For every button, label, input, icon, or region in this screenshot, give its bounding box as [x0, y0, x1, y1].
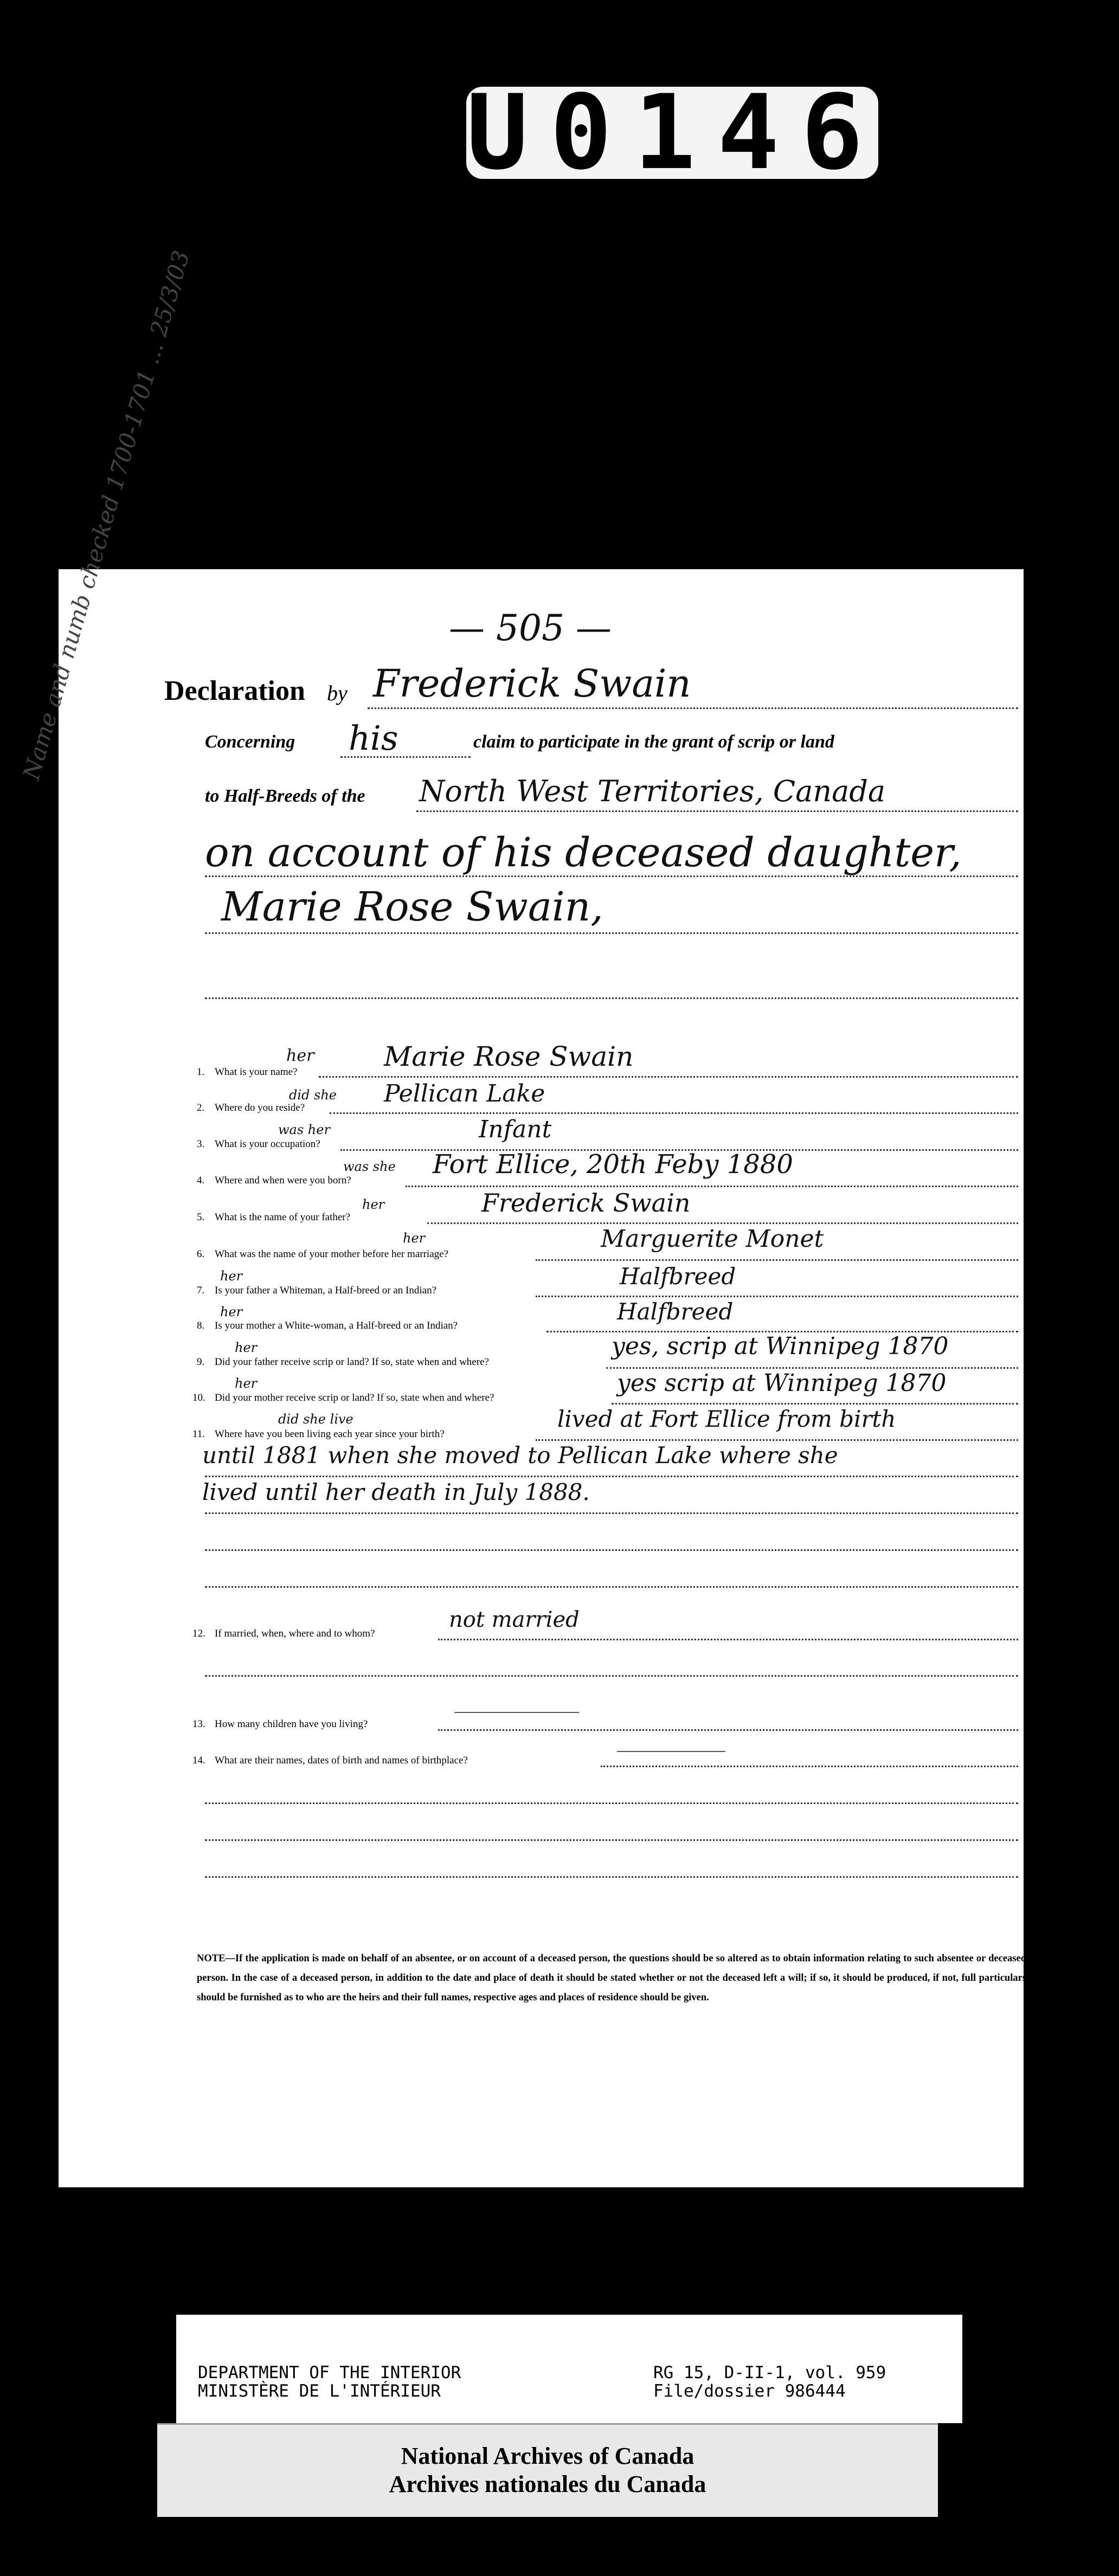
q3-number: 3.: [197, 1138, 205, 1150]
declaration-form: [18, 247, 1026, 2187]
q11-answer: lived at Fort Ellice from birth: [557, 1406, 896, 1432]
declarant-name: Frederick Swain: [373, 661, 691, 706]
q5-text: What is the name of your father?: [215, 1212, 351, 1223]
q11-rule-4: [205, 1549, 1018, 1551]
q7-text: Is your father a Whiteman, a Half-breed or an Indian?: [215, 1285, 437, 1296]
q6-number: 6.: [197, 1248, 205, 1260]
q8-answer: Halfbreed: [617, 1298, 734, 1325]
account-line-2: Marie Rose Swain,: [221, 884, 603, 930]
form-note: NOTE—If the application is made on behalf of an absentee, or on account of a deceased person, the questions should be so altered as to obtain information relating to such absentee or deceased person. In the case of a deceased person, in addition to the date and place of death it should be stated whether or not the deceased left a will; if so, it should be produced, if not, full particulars should be furnished as to who are the heirs and their full names, respective ages and places of residence should be given.: [197, 1953, 1026, 2003]
q12-number: 12.: [192, 1628, 205, 1639]
q7-number: 7.: [197, 1285, 205, 1296]
q6-insert: her: [403, 1231, 426, 1246]
q14-dash: [617, 1751, 725, 1752]
q13-dash: [454, 1712, 579, 1713]
q10-answer: yes scrip at Winnipeg 1870: [617, 1369, 947, 1397]
concerning-label: Concerning: [205, 732, 295, 752]
q8-insert: her: [220, 1304, 243, 1319]
archive-reference-label: [176, 2315, 962, 2423]
archives-name-fr: Archives nationales du Canada: [389, 2471, 706, 2497]
q7-answer: Halfbreed: [620, 1263, 736, 1290]
department-fr: MINISTÈRE DE L'INTÉRIEUR: [198, 2381, 441, 2401]
q10-insert: her: [235, 1376, 258, 1391]
q12-rule: [438, 1639, 1018, 1640]
q5-insert: her: [362, 1197, 385, 1212]
declaration-title: Declaration: [164, 675, 305, 706]
account-rule-1: [205, 875, 1018, 877]
q7-rule: [536, 1296, 1018, 1297]
q4-insert: was she: [343, 1159, 396, 1174]
q6-rule: [536, 1259, 1018, 1261]
record-group-ref: RG 15, D-II-1, vol. 959: [653, 2363, 886, 2382]
q9-answer: yes, scrip at Winnipeg 1870: [612, 1332, 949, 1360]
department-block: [198, 2364, 461, 2400]
q5-answer: Frederick Swain: [481, 1188, 691, 1218]
account-line-1: on account of his deceased daughter,: [205, 829, 962, 876]
pronoun-rule: [340, 756, 471, 758]
q11-number: 11.: [192, 1428, 205, 1440]
q13-rule: [438, 1729, 1018, 1731]
q12-answer: not married: [449, 1607, 580, 1632]
q12-text: If married, when, where and to whom?: [215, 1628, 375, 1639]
halfbreeds-label: to Half-Breeds of the: [205, 786, 365, 806]
margin-note: Name and numb checked 1700-1701 ... 25/3/03: [18, 247, 195, 783]
declaration-by-label: by: [327, 681, 348, 705]
q8-text: Is your mother a White-woman, a Half-breed or an Indian?: [215, 1320, 458, 1331]
q4-text: Where and when were you born?: [215, 1175, 351, 1186]
q10-number: 10.: [192, 1392, 205, 1403]
q14-rule-4: [205, 1876, 1018, 1878]
q7-insert: her: [220, 1268, 243, 1284]
q9-rule: [606, 1367, 1018, 1369]
reference-block: [653, 2364, 886, 2400]
q10-text: Did your mother receive scrip or land? If so, state when and where?: [215, 1392, 494, 1403]
territory-answer: North West Territories, Canada: [419, 774, 886, 808]
q9-text: Did your father receive scrip or land? If so, state when and where?: [215, 1356, 489, 1368]
q5-number: 5.: [197, 1212, 205, 1223]
q13-text: How many children have you living?: [215, 1718, 368, 1730]
q3-answer: Infant: [479, 1116, 552, 1143]
q2-answer: Pellican Lake: [384, 1080, 545, 1107]
q6-text: What was the name of your mother before her marriage?: [215, 1248, 448, 1260]
file-dossier-ref: File/dossier 986444: [653, 2381, 846, 2401]
q6-answer: Marguerite Monet: [601, 1225, 824, 1253]
q14-text: What are their names, dates of birth and names of birthplace?: [215, 1755, 468, 1766]
q5-rule: [427, 1222, 1018, 1224]
q14-rule-3: [205, 1839, 1018, 1841]
q2-number: 2.: [197, 1102, 205, 1113]
q11-answer-line-3: lived until her death in July 1888.: [202, 1479, 590, 1505]
blank-rule: [205, 997, 1018, 999]
q13-number: 13.: [192, 1718, 205, 1730]
q1-text: What is your name?: [215, 1066, 298, 1078]
q14-rule-2: [205, 1802, 1018, 1804]
q11-rule-3: [205, 1512, 1018, 1514]
q11-rule-2: [205, 1476, 1018, 1477]
q1-insert: her: [286, 1046, 314, 1065]
q9-number: 9.: [197, 1356, 205, 1368]
account-rule-2: [205, 932, 1018, 934]
q11-answer-line-2: until 1881 when she moved to Pellican Lake where she: [202, 1442, 838, 1469]
q14-number: 14.: [192, 1755, 205, 1766]
q4-answer: Fort Ellice, 20th Feby 1880: [433, 1149, 793, 1180]
archives-name-en: National Archives of Canada: [401, 2443, 694, 2469]
q8-number: 8.: [197, 1320, 205, 1331]
q11-text: Where have you been living each year since your birth?: [215, 1428, 445, 1440]
territory-rule: [416, 810, 1018, 812]
declarant-rule: [368, 707, 1018, 709]
archives-banner: [157, 2423, 938, 2517]
q10-rule: [612, 1403, 1018, 1405]
claim-text: claim to participate in the grant of scrip or land: [473, 732, 834, 752]
q2-text: Where do you reside?: [215, 1102, 305, 1113]
document-stamp-number: U01466: [466, 73, 969, 192]
q11-insert: did she live: [278, 1412, 353, 1427]
q9-insert: her: [235, 1340, 258, 1355]
department-en: DEPARTMENT OF THE INTERIOR: [198, 2363, 461, 2382]
q3-text: What is your occupation?: [215, 1138, 320, 1150]
q4-rule: [406, 1186, 1018, 1187]
q11-rule-5: [205, 1586, 1018, 1588]
q1-rule: [319, 1076, 1018, 1078]
q1-number: 1.: [197, 1066, 205, 1078]
pronoun-answer: his: [349, 718, 398, 758]
q2-insert: did she: [289, 1087, 337, 1103]
q2-rule: [330, 1112, 1018, 1114]
q4-number: 4.: [197, 1175, 205, 1186]
q12-rule-2: [205, 1675, 1018, 1677]
q14-rule: [601, 1766, 1018, 1767]
q11-rule: [536, 1439, 1018, 1441]
q1-answer: Marie Rose Swain: [384, 1041, 634, 1072]
page-number: — 505 —: [449, 607, 612, 649]
q3-insert: was her: [278, 1122, 330, 1137]
